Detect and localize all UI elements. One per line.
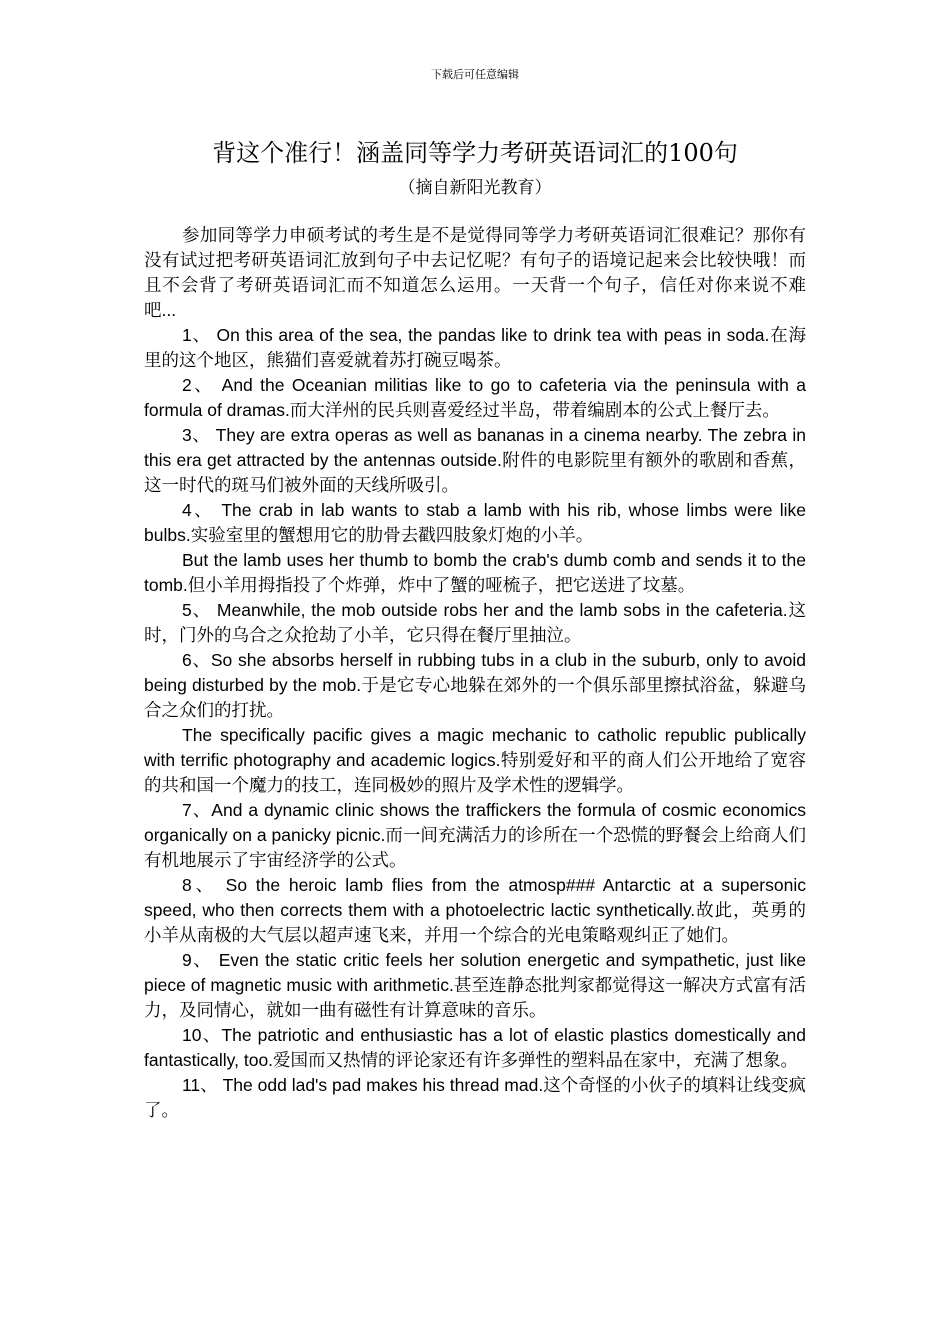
sentence-2: 2、 And the Oceanian militias like to go to cafeteria via the peninsula with a formula of dramas.而大洋州的民兵则喜爱经过半岛，带着编剧本的公式上餐厅去。	[144, 375, 806, 420]
sentence-6-continued: The specifically pacific gives a magic mechanic to catholic republic publically with terrific photography and academic logics.特别爱好和平的商人们公开地给了宽容的共和国一个魔力的技工，连同极妙的照片及学术性的逻辑学。	[144, 725, 806, 795]
sentence-3: 3、 They are extra operas as well as bananas in a cinema nearby. The zebra in this era get attracted by the antennas outside.附件的电影院里有额外的歌剧和香蕉，这一时代的斑马们被外面的天线所吸引。	[144, 425, 806, 495]
sentence-10: 10、The patriotic and enthusiastic has a lot of elastic plastics domestically and fantastically, too.爱国而又热情的评论家还有许多弹性的塑料品在家中，充满了想象。	[144, 1025, 806, 1070]
header-note: 下载后可任意编辑	[431, 68, 519, 81]
sentence-8: 8、 So the heroic lamb flies from the atmosp### Antarctic at a supersonic speed, who then corrects them with a photoelectric lactic synthetically.故此，英勇的小羊从南极的大气层以超声速飞来，并用一个综合的光电策略观纠正了她们。	[144, 875, 806, 945]
sentence-7: 7、And a dynamic clinic shows the traffickers the formula of cosmic economics organically on a panicky picnic.而一间充满活力的诊所在一个恐慌的野餐会上给商人们有机地展示了宇宙经济学的公式。	[144, 800, 806, 870]
sentence-9: 9、 Even the static critic feels her solution energetic and sympathetic, just like piece of magnetic music with arithmetic.甚至连静态批判家都觉得这一解决方式富有活力，及同情心，就如一曲有磁性有计算意味的音乐。	[144, 950, 806, 1020]
document-title: 背这个准行！涵盖同等学力考研英语词汇的100句	[212, 139, 738, 167]
sentence-4: 4、 The crab in lab wants to stab a lamb with his rib, whose limbs were like bulbs.实验室里的蟹想用它的肋骨去戳四肢象灯炮的小羊。	[144, 500, 806, 545]
sentence-5: 5、 Meanwhile, the mob outside robs her and the lamb sobs in the cafeteria.这时，门外的乌合之众抢劫了小羊，它只得在餐厅里抽泣。	[144, 600, 806, 645]
sentence-6: 6、So she absorbs herself in rubbing tubs in a club in the suburb, only to avoid being disturbed by the mob.于是它专心地躲在郊外的一个俱乐部里擦拭浴盆，躲避乌合之众们的打扰。	[144, 650, 806, 720]
document-body	[144, 223, 806, 1123]
sentence-4-continued: But the lamb uses her thumb to bomb the crab's dumb comb and sends it to the tomb.但小羊用拇指投了个炸弹，炸中了蟹的哑梳子，把它送进了坟墓。	[144, 550, 806, 595]
sentence-11: 11、 The odd lad's pad makes his thread mad.这个奇怪的小伙子的填料让线变疯了。	[144, 1075, 806, 1120]
sentence-1: 1、 On this area of the sea, the pandas like to drink tea with peas in soda.在海里的这个地区，熊猫们喜爱就着苏打碗豆喝茶。	[144, 325, 806, 370]
document-source: （摘自新阳光教育）	[398, 178, 552, 198]
intro-paragraph: 参加同等学力申硕考试的考生是不是觉得同等学力考研英语词汇很难记？那你有没有试过把考研英语词汇放到句子中去记忆呢？有句子的语境记起来会比较快哦！而且不会背了考研英语词汇而不知道怎么运用。一天背一个句子，信任对你来说不难吧...	[144, 225, 806, 320]
